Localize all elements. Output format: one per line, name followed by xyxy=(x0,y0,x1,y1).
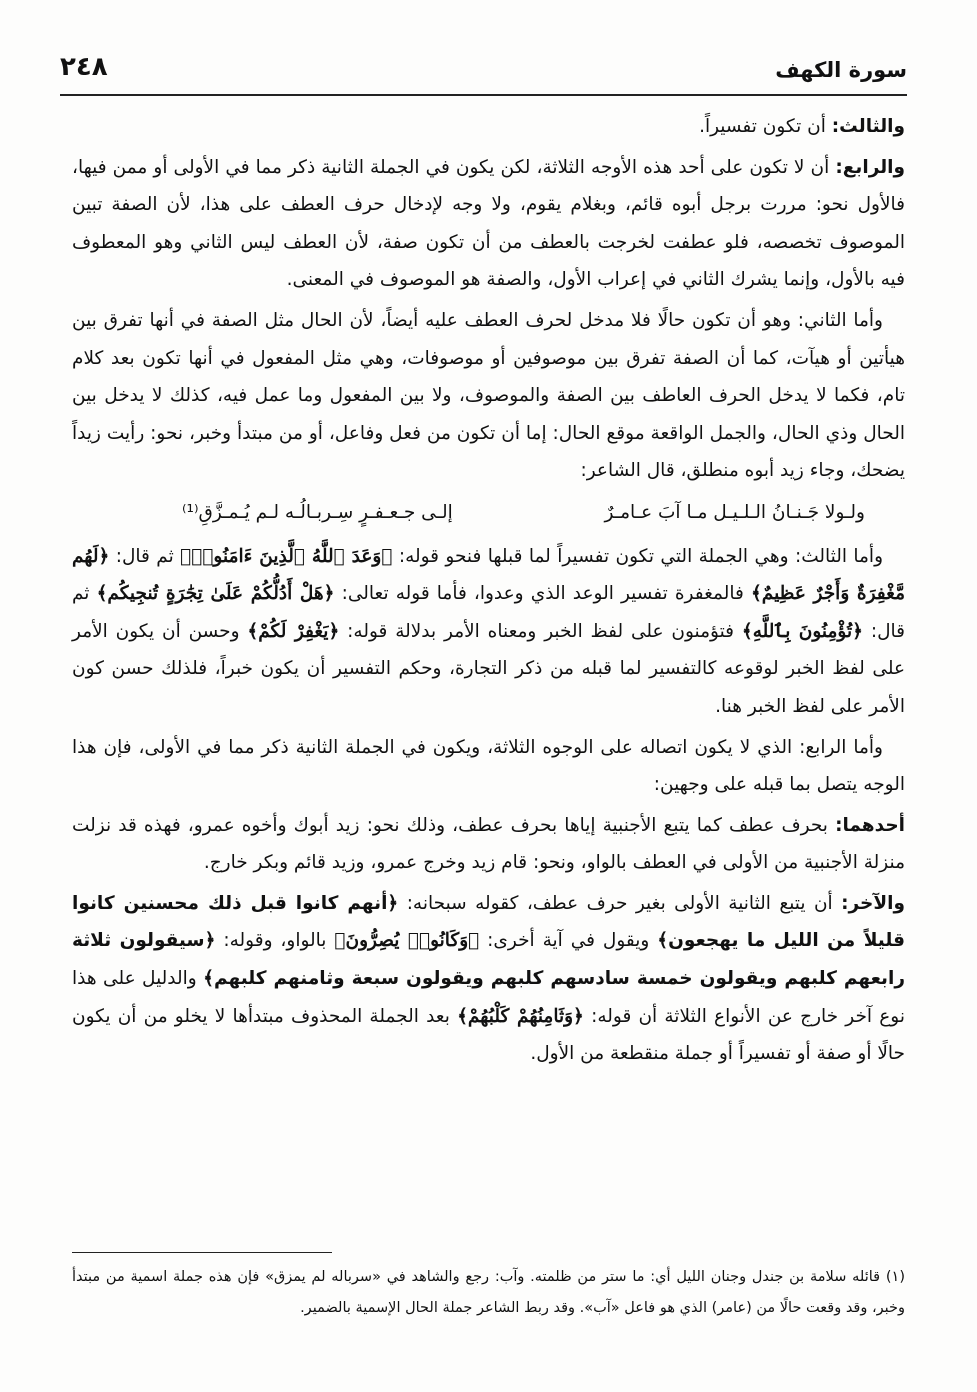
quran-quote: ﴿تُؤْمِنُونَ بِٱللَّهِ﴾ xyxy=(741,620,863,642)
page-number: ٢٤٨ xyxy=(60,52,108,82)
paragraph xyxy=(72,807,905,882)
poetry-verse xyxy=(72,494,905,532)
paragraph-text: أن يتبع الثانية الأولى بغير حرف عطف، كقوله سبحانه: xyxy=(398,892,842,914)
page-header xyxy=(60,50,907,96)
quran-quote: ﴿يَغْفِرْ لَكُمْ﴾ xyxy=(247,620,340,642)
surah-title: سورة الكهف xyxy=(775,58,907,82)
verse-first-hemistich: ولـولا جَـنـانُ الـلـيـل مـا آبَ عـامـرٌ xyxy=(604,501,865,523)
footnote-text: قائله سلامة بن جندل وجنان الليل أي: ما ستر من ظلمته. وآب: رجع والشاهد في «سرباله لم يمزق» فإن هذه جملة اسمية من مبتدأ وخبر، وقد وقعت حالًا من (عامر) الذي هو فاعل «آب». وقد ربط الشاعر جملة الحال الإسمية بالضمير. xyxy=(72,1269,905,1316)
paragraph-text: بعد الجملة المحذوف مبتدأها لا يخلو من أن يكون حالًا أو صفة أو تفسيراً أو جملة منقطعة من الأول. xyxy=(72,1005,905,1065)
paragraph-lead: والثالث: xyxy=(831,116,905,137)
paragraph-text: ثم قال: xyxy=(72,583,905,642)
paragraph-lead: أحدهما: xyxy=(835,814,905,836)
paragraph-text: أن تكون تفسيراً. xyxy=(699,116,832,137)
quran-quote: ﴿لَهُم مَّغْفِرَةٌ وَأَجْرٌ عَظِيمٌ﴾ xyxy=(72,545,906,605)
paragraph-text: ويقول في آية أخرى: xyxy=(479,930,658,952)
paragraph-text: وأما الرابع: الذي لا يكون اتصاله على الوجوه الثلاثة، ويكون في الجملة الثانية ذكر مما في الأولى، فإن هذا الوجه يتصل بما قبله على وجهين: xyxy=(72,736,905,796)
verse-second-hemistich: إلـى جـعـفـرٍ سِـربـالُـه لـم يُـمـزَّقِ⁽¹⁾ xyxy=(182,501,453,523)
quran-quote: ﴿سيقولون ثلاثة رابعهم كلبهم ويقولون خمسة سادسهم كلبهم ويقولون سبعة وثامنهم كلبهم﴾ xyxy=(72,930,905,990)
paragraph-text: ثم قال: xyxy=(109,545,181,567)
paragraph-lead: والرابع: xyxy=(835,156,905,178)
quran-quote: ﴿وَكَانُوا۟ يُصِرُّونَ﴾ xyxy=(334,930,480,952)
paragraph-text: فالمغفرة تفسير الوعد الذي وعدوا، فأما قوله تعالى: xyxy=(334,583,751,605)
paragraph xyxy=(72,108,905,146)
paragraph xyxy=(72,729,905,804)
paragraph-text: وحسن أن يكون الأمر على لفظ الخبر لوقوعه كالتفسير لما قبله من ذكر التجارة، وحكم التفسير أن يكون خبراً، فلذلك حسن كون الأمر على لفظ الخبر هنا. xyxy=(72,620,905,717)
paragraph-lead: والآخر: xyxy=(841,892,905,914)
paragraph xyxy=(72,149,905,299)
paragraph-text: فتؤمنون على لفظ الخبر ومعناه الأمر بدلالة قوله: xyxy=(339,620,742,642)
paragraph-text: وأما الثاني: وهو أن تكون حالًا فلا مدخل لحرف العطف عليه أيضاً، لأن الحال مثل الصفة في أنها تفرق بين هيأتين أو هيآت، كما أن الصفة تفرق بين موصوفين أو موصوفات، وهي مثل المفعول في أنها تكون بعد كلام تام، فكما لا يدخل الحرف العاطف بين الصفة والموصوف، ولا بين المفعول وما عمل فيه، كذلك لا يدخل بين الحال وذي الحال، والجمل الواقعة موقع الحال: إما أن تكون من فعل وفاعل، أو من مبتدأ وخبر، نحو: رأيت زيداً يضحك، وجاء زيد أبوه منطلق، قال الشاعر: xyxy=(72,309,905,482)
footnote-separator xyxy=(72,1252,332,1253)
footnote-marker: (١) xyxy=(885,1269,905,1285)
paragraph xyxy=(72,885,905,1073)
quran-quote: ﴿وَعَدَ ٱللَّهُ ٱلَّذِينَ ءَامَنُوا۟﴾ xyxy=(180,545,393,567)
main-text xyxy=(72,108,905,1076)
paragraph xyxy=(72,538,905,726)
quran-quote: ﴿أنهم كانوا قبل ذلك محسنين كانوا قليلاً من الليل ما يهجعون﴾ xyxy=(72,892,905,952)
paragraph-text: بحرف عطف كما يتبع الأجنبية إياها بحرف عطف، وذلك نحو: زيد أبوك وأخوه عمرو، فهذه قد نزلت منزلة الأجنبية من الأولى في العطف بالواو، ونحو: قام زيد وخرج عمرو، وزيد قائم وبكر خارج. xyxy=(72,814,905,874)
paragraph xyxy=(72,302,905,490)
paragraph-text: وأما الثالث: وهي الجملة التي تكون تفسيراً لما قبلها فنحو قوله: xyxy=(392,545,883,567)
paragraph-text: والدليل على هذا نوع آخر خارج عن الأنواع الثلاثة أن قوله: xyxy=(72,968,905,1027)
paragraph-text: أن لا تكون على أحد هذه الأوجه الثلاثة، لكن يكون في الجملة الثانية ذكر مما في الأولى أو ممن فيها، فالأول نحو: مررت برجل أبوه قائم، وبغلام يقوم، ولا وجه لإدخال حرف العطف على هذا، لأن الصفة تبين الموصوف تخصصه، فلو عطفت لخرجت بالعطف من أن تكون صفة، لأن العطف ليس الثاني وهو المعطوف فيه بالأول، وإنما يشرك الثاني في إعراب الأول، والصفة هو الموصوف في المعنى. xyxy=(72,156,905,291)
quran-quote: ﴿وَثَامِنُهُمْ كَلْبُهُمْ﴾ xyxy=(457,1005,584,1027)
paragraph-text: بالواو، وقوله: xyxy=(215,930,335,952)
footnote xyxy=(72,1262,905,1324)
quran-quote: ﴿هَلْ أَدُلُّكُمْ عَلَىٰ تِجَٰرَةٍ تُنجِيكُم﴾ xyxy=(96,583,335,605)
